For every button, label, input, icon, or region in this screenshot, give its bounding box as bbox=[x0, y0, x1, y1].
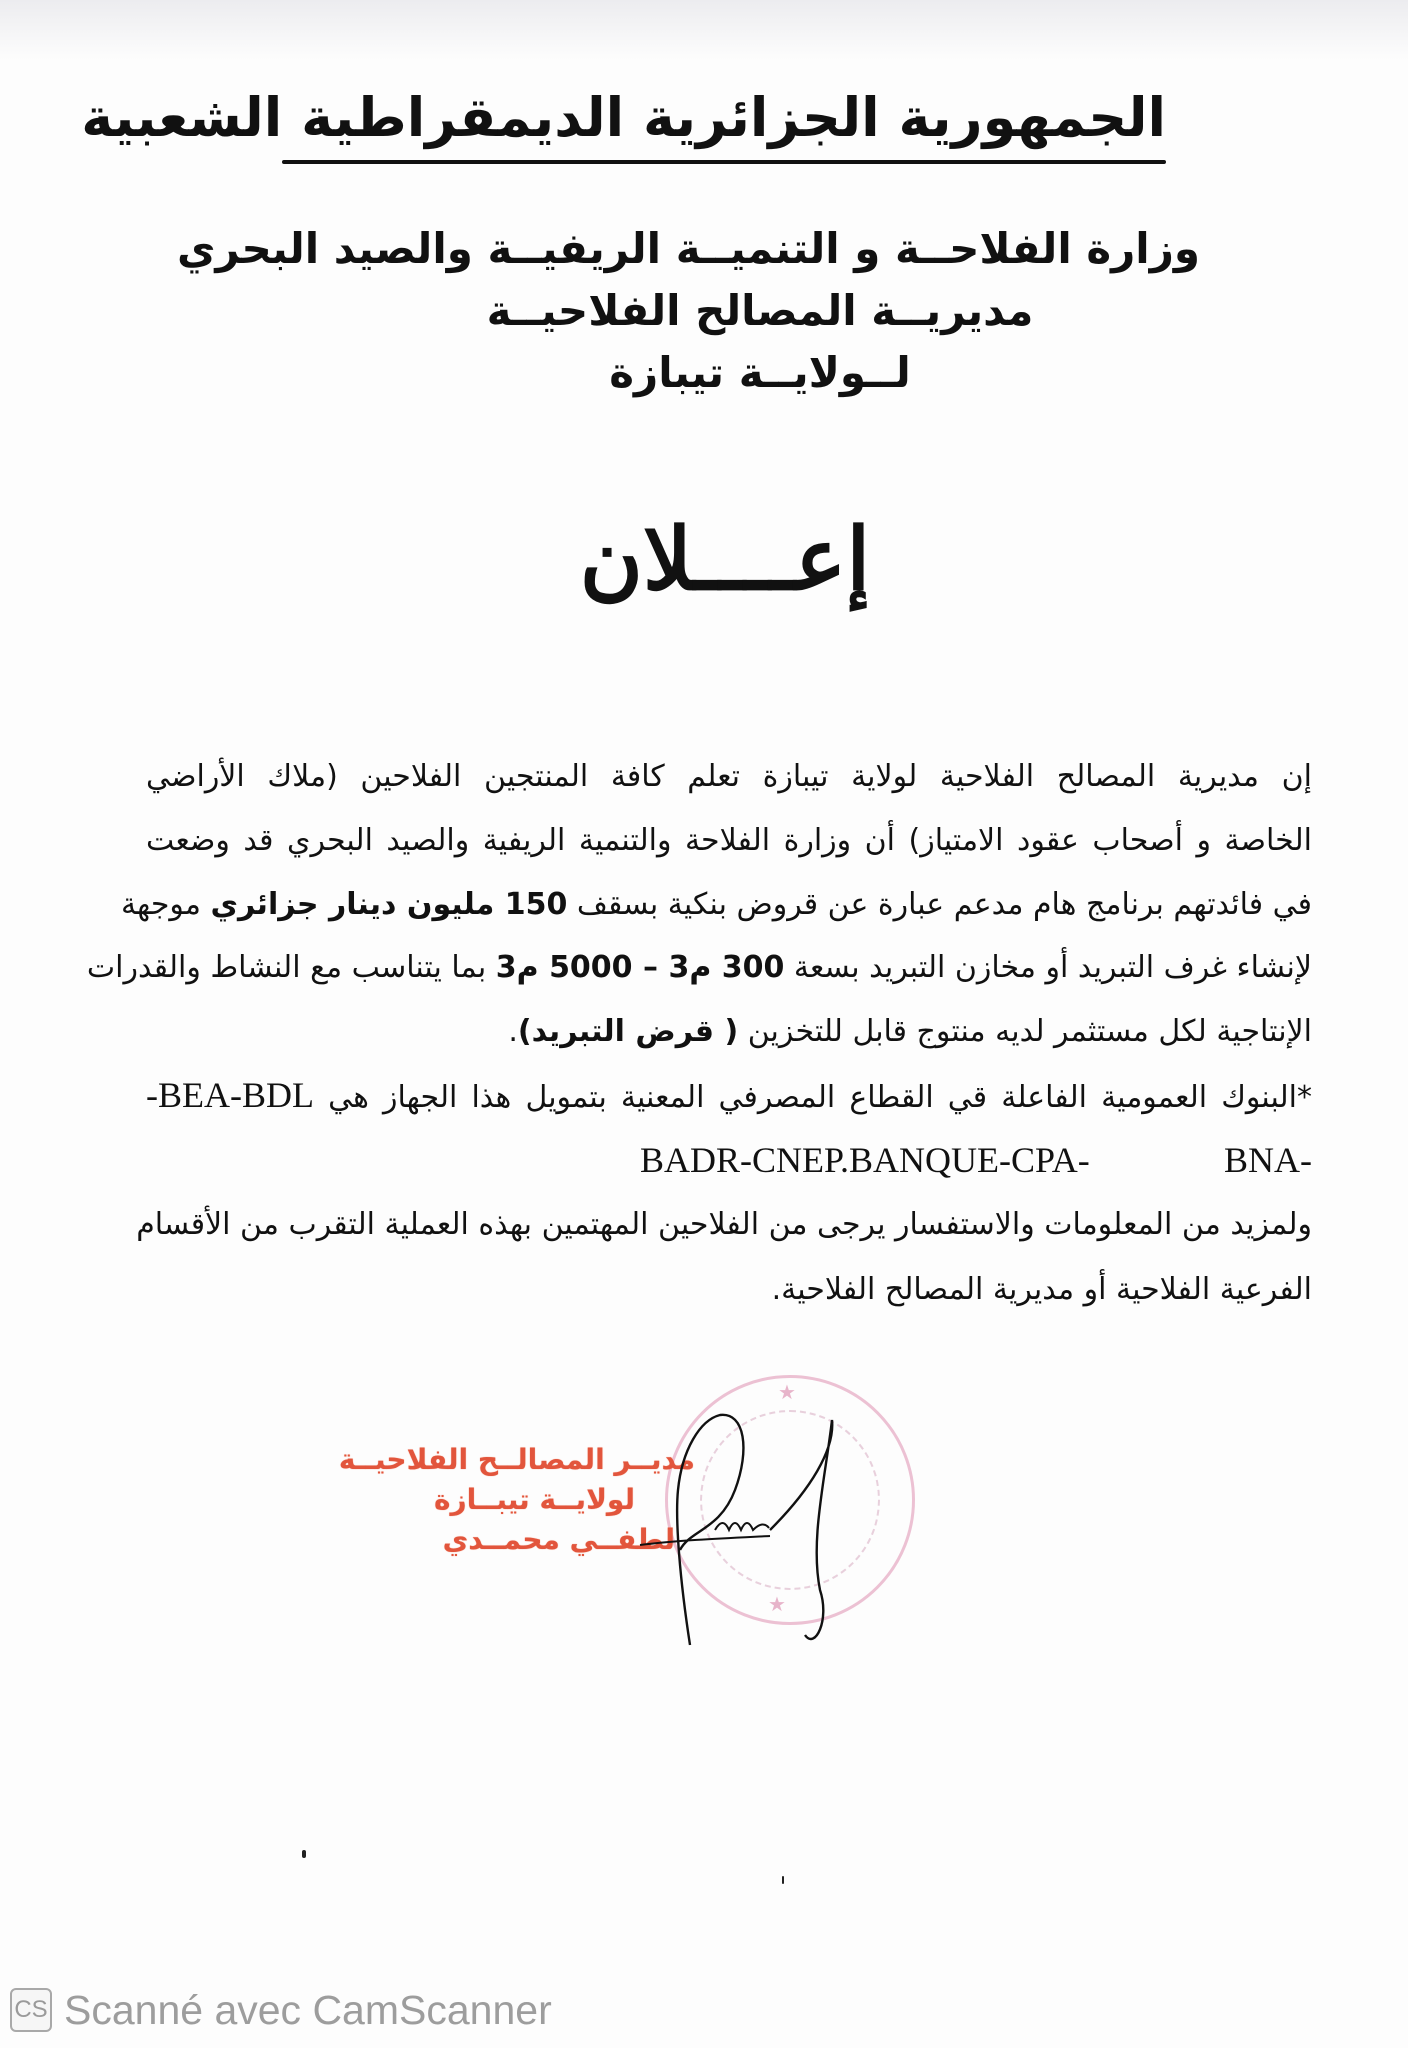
body-line-2 bbox=[146, 809, 1312, 873]
body-line-5 bbox=[146, 1000, 1312, 1064]
signatory-wilaya: لولايــة تيبــازة bbox=[434, 1483, 635, 1516]
body-text: الفرعية الفلاحية أو مديرية المصالح الفلاحية. bbox=[771, 1272, 1312, 1307]
body-text: . bbox=[508, 1014, 518, 1049]
heading-underline bbox=[282, 160, 1166, 164]
camscanner-watermark: Scanné avec CamScanner bbox=[64, 1987, 552, 2033]
ministry-name: وزارة الفلاحــة و التنميــة الريفيــة والصيد البحري bbox=[176, 224, 1200, 273]
body-line-7 bbox=[640, 1128, 1312, 1192]
bank-list: BADR-CNEP.BANQUE-CPA- BNA- bbox=[640, 1140, 1312, 1180]
camscanner-logo-icon: CS bbox=[10, 1988, 52, 2032]
stamp-star-icon: ★ bbox=[768, 1592, 786, 1616]
body-text: بما يتناسب مع النشاط والقدرات bbox=[86, 950, 496, 985]
stamp-star-icon: ★ bbox=[778, 1380, 796, 1404]
issuer-block bbox=[176, 218, 1200, 404]
body-text: ولمزيد من المعلومات والاستفسار يرجى من الفلاحين المهتمين بهذه العملية التقرب من الأقسام bbox=[136, 1207, 1312, 1242]
body-text: الخاصة و أصحاب عقود الامتياز) أن وزارة الفلاحة والتنمية الريفية والصيد البحري قد وضعت bbox=[146, 823, 1312, 858]
body-text: *البنوك العمومية الفاعلة قي القطاع المصرفي المعنية بتمويل هذا الجهاز هي bbox=[314, 1080, 1312, 1115]
bank-list: BEA-BDL- bbox=[146, 1075, 314, 1115]
wilaya-name: لــولايــة تيبازة bbox=[609, 348, 911, 397]
body-line-3 bbox=[120, 873, 1312, 937]
signatory-name: لطفــي محمــدي bbox=[442, 1523, 675, 1556]
announcement-title: إعــــلان bbox=[579, 509, 871, 610]
body-text: في فائدتهم برنامج هام مدعم عبارة عن قروض بنكية بسقف bbox=[567, 887, 1312, 922]
scan-speck bbox=[302, 1850, 306, 1858]
body-line-9 bbox=[146, 1258, 1312, 1322]
scan-shading bbox=[0, 0, 1408, 60]
body-line-6 bbox=[146, 1063, 1312, 1127]
body-text: الإنتاجية لكل مستثمر لديه منتوج قابل للتخزين bbox=[738, 1014, 1312, 1049]
body-line-8 bbox=[136, 1193, 1312, 1257]
body-text: موجهة bbox=[120, 887, 211, 922]
directorate-name: مديريــة المصالح الفلاحيــة bbox=[486, 286, 1034, 335]
loan-name: ( قرض التبريد) bbox=[517, 1014, 739, 1049]
body-text: لإنشاء غرف التبريد أو مخازن التبريد بسعة bbox=[784, 950, 1312, 985]
capacity-range: 300 م3 – 5000 م3 bbox=[495, 950, 785, 985]
scan-speck bbox=[782, 1876, 784, 1884]
body-line-1 bbox=[146, 745, 1312, 809]
loan-ceiling: 150 مليون دينار جزائري bbox=[210, 887, 568, 922]
republic-heading: الجمهورية الجزائرية الديمقراطية الشعبية bbox=[81, 86, 1166, 149]
handwritten-signature bbox=[620, 1380, 860, 1670]
signatory-title: مديــر المصالــح الفلاحيــة bbox=[338, 1443, 695, 1476]
body-text: إن مديرية المصالح الفلاحية لولاية تيبازة تعلم كافة المنتجين الفلاحين (ملاك الأراضي bbox=[146, 759, 1312, 794]
body-line-4 bbox=[86, 936, 1312, 1000]
